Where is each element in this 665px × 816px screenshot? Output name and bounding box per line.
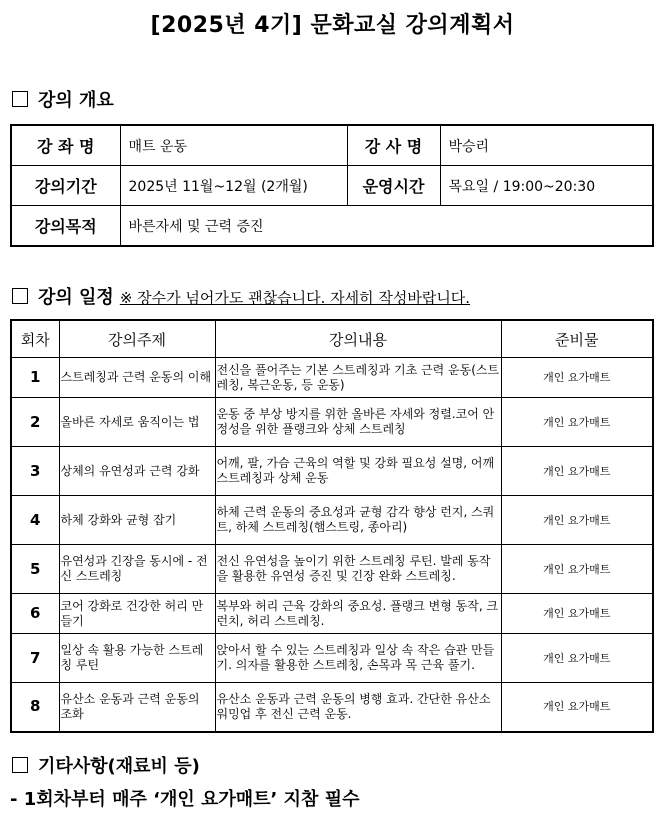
purpose-label: 강의목적 — [11, 206, 120, 247]
header-content: 강의내용 — [215, 320, 501, 358]
section-other — [12, 752, 200, 778]
topic-cell: 코어 강화로 건강한 허리 만들기 — [59, 594, 215, 634]
section-schedule — [12, 283, 470, 309]
checkbox-square-icon — [12, 91, 28, 107]
session-number: 2 — [11, 398, 59, 447]
topic-cell: 올바른 자세로 움직이는 법 — [59, 398, 215, 447]
prep-cell: 개인 요가매트 — [501, 683, 653, 732]
topic-cell: 일상 속 활용 가능한 스트레칭 루틴 — [59, 634, 215, 683]
prep-cell: 개인 요가매트 — [501, 398, 653, 447]
table-row — [11, 545, 653, 594]
table-row — [11, 496, 653, 545]
page-title: [2025년 4기] 문화교실 강의계획서 — [150, 13, 515, 38]
topic-cell: 하체 강화와 균형 잡기 — [59, 496, 215, 545]
checkbox-square-icon — [12, 757, 28, 773]
table-row — [11, 398, 653, 447]
section-schedule-title: 강의 일정 — [38, 287, 114, 308]
prep-cell: 개인 요가매트 — [501, 447, 653, 496]
topic-cell: 스트레칭과 근력 운동의 이해 — [59, 358, 215, 398]
session-number: 8 — [11, 683, 59, 732]
session-number: 3 — [11, 447, 59, 496]
time-label: 운영시간 — [347, 166, 440, 206]
schedule-note: ※ 장수가 넘어가도 괜찮습니다. 자세히 작성바랍니다. — [119, 289, 471, 307]
course-label: 강 좌 명 — [11, 125, 120, 166]
time-value: 목요일 / 19:00~20:30 — [440, 166, 653, 206]
content-cell: 유산소 운동과 근력 운동의 병행 효과. 간단한 유산소 워밍업 후 전신 근력 운동. — [215, 683, 501, 732]
instructor-label: 강 사 명 — [347, 125, 440, 166]
period-label: 강의기간 — [11, 166, 120, 206]
purpose-value: 바른자세 및 근력 증진 — [120, 206, 653, 247]
overview-table — [10, 124, 654, 247]
prep-cell: 개인 요가매트 — [501, 496, 653, 545]
content-cell: 운동 중 부상 방지를 위한 올바른 자세와 정렬.코어 안정성을 위한 플랭크와 상체 스트레칭 — [215, 398, 501, 447]
table-row — [11, 634, 653, 683]
session-number: 1 — [11, 358, 59, 398]
section-overview — [12, 86, 114, 112]
table-row — [11, 447, 653, 496]
topic-cell: 유산소 운동과 근력 운동의 조화 — [59, 683, 215, 732]
instructor-value: 박승리 — [440, 125, 653, 166]
prep-cell: 개인 요가매트 — [501, 545, 653, 594]
topic-cell: 상체의 유연성과 근력 강화 — [59, 447, 215, 496]
section-other-title: 기타사항(재료비 등) — [38, 756, 200, 777]
header-session: 회차 — [11, 320, 59, 358]
table-row — [11, 594, 653, 634]
header-prep: 준비물 — [501, 320, 653, 358]
section-overview-title: 강의 개요 — [38, 90, 114, 111]
prep-cell: 개인 요가매트 — [501, 634, 653, 683]
session-number: 6 — [11, 594, 59, 634]
content-cell: 하체 근력 운동의 중요성과 균형 감각 향상 런지, 스쿼트, 하체 스트레칭(햄스트링, 종아리) — [215, 496, 501, 545]
checkbox-square-icon — [12, 288, 28, 304]
header-topic: 강의주제 — [59, 320, 215, 358]
content-cell: 어깨, 팔, 가슴 근육의 역할 및 강화 필요성 설명, 어깨 스트레칭과 상체 운동 — [215, 447, 501, 496]
topic-cell: 유연성과 긴장을 동시에 - 전신 스트레칭 — [59, 545, 215, 594]
session-number: 7 — [11, 634, 59, 683]
table-row — [11, 683, 653, 732]
content-cell: 앉아서 할 수 있는 스트레칭과 일상 속 작은 습관 만들기. 의자를 활용한 스트레칭, 손목과 목 근육 풀기. — [215, 634, 501, 683]
prep-cell: 개인 요가매트 — [501, 594, 653, 634]
content-cell: 전신 유연성을 높이기 위한 스트레칭 루틴. 발레 동작을 활용한 유연성 증진 및 긴장 완화 스트레칭. — [215, 545, 501, 594]
footnote: - 1회차부터 매주 ‘개인 요가매트’ 지참 필수 — [10, 789, 360, 810]
session-number: 5 — [11, 545, 59, 594]
table-row — [11, 358, 653, 398]
course-value: 매트 운동 — [120, 125, 347, 166]
period-value: 2025년 11월~12월 (2개월) — [120, 166, 347, 206]
schedule-table — [10, 319, 654, 733]
session-number: 4 — [11, 496, 59, 545]
content-cell: 복부와 허리 근육 강화의 중요성. 플랭크 변형 동작, 크런치, 허리 스트레칭. — [215, 594, 501, 634]
content-cell: 전신을 풀어주는 기본 스트레칭과 기초 근력 운동(스트레칭, 복근운동, 등 운동) — [215, 358, 501, 398]
prep-cell: 개인 요가매트 — [501, 358, 653, 398]
